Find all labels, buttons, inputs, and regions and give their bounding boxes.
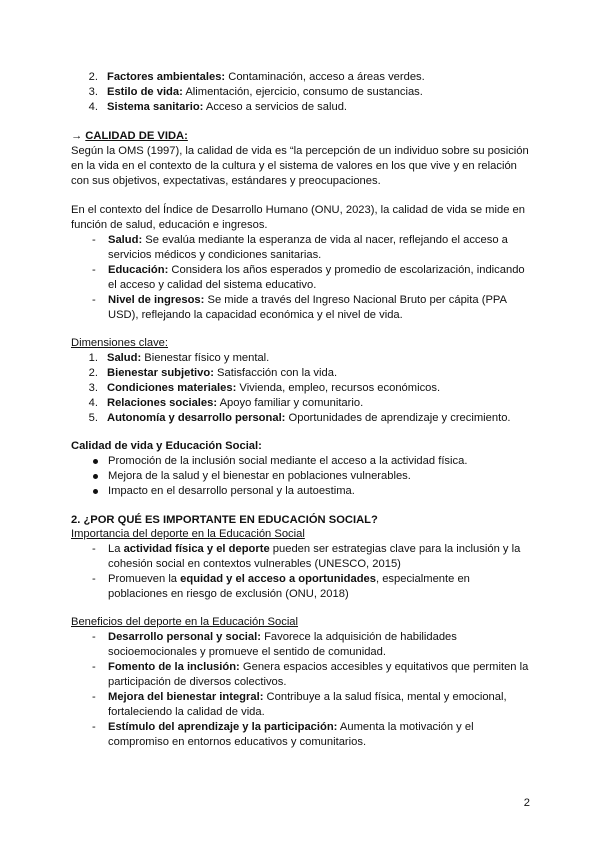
list-item-continuation: fortaleciendo la calidad de vida. bbox=[108, 706, 265, 718]
bullet-item: Mejora de la salud y el bienestar en poblaciones vulnerables. bbox=[108, 470, 411, 482]
list-item: Sistema sanitario: Acceso a servicios de salud. bbox=[107, 101, 348, 113]
section-heading-calidad: → CALIDAD DE VIDA: bbox=[71, 130, 188, 142]
list-item: Bienestar subjetivo: Satisfacción con la vida. bbox=[107, 367, 338, 379]
dash-bullet: - bbox=[92, 543, 96, 555]
list-number: 1. bbox=[88, 352, 98, 364]
list-item-continuation: participación de diversos colectivos. bbox=[108, 676, 287, 688]
list-number: 2. bbox=[88, 367, 98, 379]
list-item: Condiciones materiales: Vivienda, empleo, recursos económicos. bbox=[107, 382, 441, 394]
list-number: 4. bbox=[88, 101, 98, 113]
list-item: Promueven la equidad y el acceso a oportunidades, especialmente en bbox=[108, 573, 470, 585]
dash-bullet: - bbox=[92, 234, 96, 246]
paragraph-line: En el contexto del Índice de Desarrollo Humano (ONU, 2023), la calidad de vida se mide en bbox=[71, 204, 525, 216]
dash-bullet: - bbox=[92, 631, 96, 643]
bullet-dot bbox=[93, 459, 98, 464]
list-item: Estímulo del aprendizaje y la participación: Aumenta la motivación y el bbox=[108, 721, 474, 733]
list-item: Educación: Considera los años esperados y promedio de escolarización, indicando bbox=[108, 264, 525, 276]
bullet-dot bbox=[93, 489, 98, 494]
list-item: Relaciones sociales: Apoyo familiar y comunitario. bbox=[107, 397, 364, 409]
subheading-beneficios: Beneficios del deporte en la Educación Social bbox=[71, 616, 299, 628]
list-item: Mejora del bienestar integral: Contribuye a la salud física, mental y emocional, bbox=[108, 691, 507, 703]
dash-bullet: - bbox=[92, 661, 96, 673]
dash-bullet: - bbox=[92, 573, 96, 585]
list-item: Autonomía y desarrollo personal: Oportunidades de aprendizaje y crecimiento. bbox=[107, 412, 511, 424]
dash-bullet: - bbox=[92, 264, 96, 276]
list-item: Salud: Bienestar físico y mental. bbox=[107, 352, 270, 364]
list-item: Salud: Se evalúa mediante la esperanza de vida al nacer, reflejando el acceso a bbox=[108, 234, 508, 246]
list-item: Nivel de ingresos: Se mide a través del Ingreso Nacional Bruto per cápita (PPA bbox=[108, 294, 508, 306]
list-item-continuation: cohesión social en contextos vulnerables (UNESCO, 2015) bbox=[108, 558, 401, 570]
bullet-dot bbox=[93, 474, 98, 479]
dash-bullet: - bbox=[92, 294, 96, 306]
list-number: 5. bbox=[88, 412, 98, 424]
dash-bullet: - bbox=[92, 691, 96, 703]
list-item-continuation: compromiso en entornos educativos y comunitarios. bbox=[108, 736, 367, 748]
list-number: 3. bbox=[88, 86, 98, 98]
page-number: 2 bbox=[523, 797, 530, 809]
list-number: 3. bbox=[88, 382, 98, 394]
list-item: Fomento de la inclusión: Genera espacios accesibles y equitativos que permiten la bbox=[108, 661, 529, 673]
subheading-importancia: Importancia del deporte en la Educación Social bbox=[71, 528, 305, 540]
subheading-educacion-social: Calidad de vida y Educación Social: bbox=[71, 440, 262, 452]
list-item: Factores ambientales: Contaminación, acceso a áreas verdes. bbox=[107, 71, 425, 83]
section-heading-2: 2. ¿POR QUÉ ES IMPORTANTE EN EDUCACIÓN SOCIAL? bbox=[71, 514, 378, 526]
paragraph-line: función de salud, educación e ingresos. bbox=[71, 219, 268, 231]
list-item: Estilo de vida: Alimentación, ejercicio, consumo de sustancias. bbox=[107, 86, 423, 98]
list-item-continuation: socioemocionales y promueve el sentido de comunidad. bbox=[108, 646, 386, 658]
list-item-continuation: USD), reflejando la capacidad económica y el nivel de vida. bbox=[108, 309, 403, 321]
paragraph-line: con sus objetivos, expectativas, estándares y preocupaciones. bbox=[71, 175, 381, 187]
paragraph-line: Según la OMS (1997), la calidad de vida es “la percepción de un individuo sobre su posición bbox=[71, 145, 529, 157]
list-item: Desarrollo personal y social: Favorece la adquisición de habilidades bbox=[108, 631, 457, 643]
subheading-dimensiones: Dimensiones clave: bbox=[71, 337, 169, 349]
list-item-continuation: servicios médicos y condiciones sanitarias. bbox=[108, 249, 322, 261]
bullet-item: Promoción de la inclusión social mediante el acceso a la actividad física. bbox=[108, 455, 468, 467]
list-item-continuation: el acceso y calidad del sistema educativo. bbox=[108, 279, 317, 291]
paragraph-line: en la vida en el contexto de la cultura y el sistema de valores en los que vive y en relación bbox=[71, 160, 517, 172]
list-item-continuation: poblaciones en riesgo de exclusión (ONU, 2018) bbox=[108, 588, 349, 600]
bullet-item: Impacto en el desarrollo personal y la autoestima. bbox=[108, 485, 355, 497]
list-number: 2. bbox=[88, 71, 98, 83]
list-item: La actividad física y el deporte pueden ser estrategias clave para la inclusión y la bbox=[108, 543, 521, 555]
list-number: 4. bbox=[88, 397, 98, 409]
dash-bullet: - bbox=[92, 721, 96, 733]
